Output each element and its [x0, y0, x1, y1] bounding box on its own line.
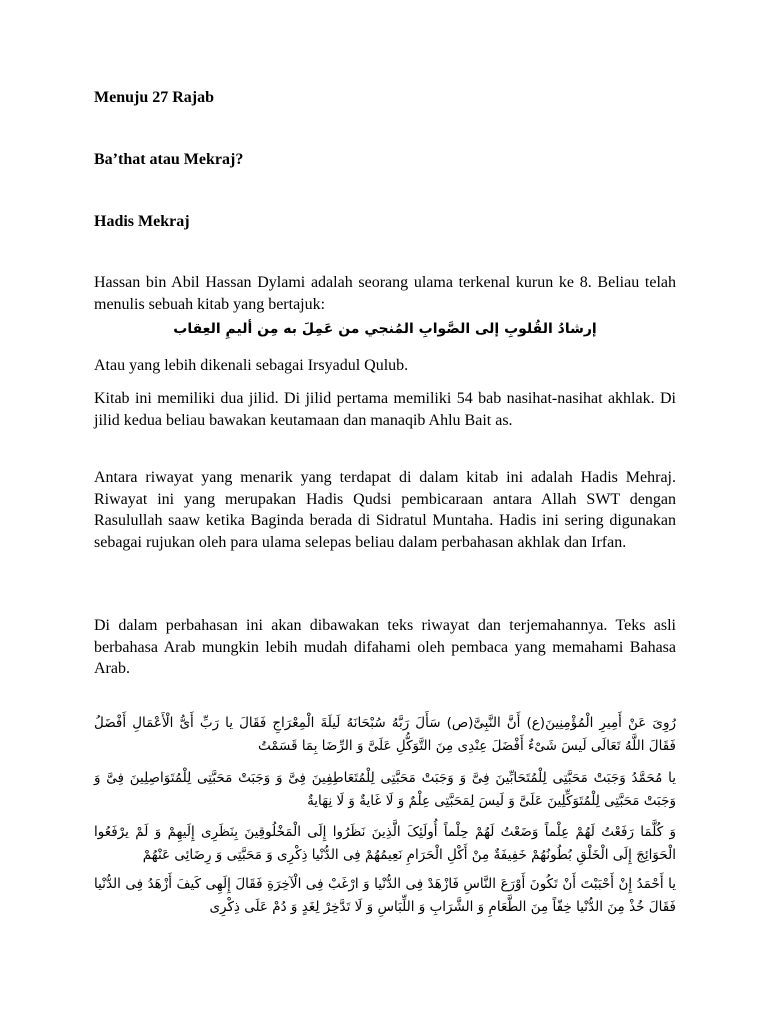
document-page — [94, 0, 676, 1024]
heading-question: Ba’that atau Mekraj? — [94, 151, 244, 168]
heading-date: Menuju 27 Rajab — [94, 89, 215, 106]
paragraph-book-alias: Atau yang lebih dikenali sebagai Irsyadul Qulub. — [94, 357, 409, 374]
paragraph-book-volumes: Kitab ini memiliki dua jilid. Di jilid pertama memiliki 54 bab nasihat-nasihat akhlak. Di jilid kedua beliau bawakan keutamaan dan manaqib Ahlu Bait as. — [94, 390, 676, 429]
arabic-book-title: إرشادُ القُلوبِ إلى الصَّوابِ المُنجي من عَمِلَ به مِن أليمِ العِقاب — [173, 321, 597, 337]
arabic-passage-3: وَ کُلَّمَا رَفَعْتُ لَهُمْ عِلْماً وَضَعْتُ لَهُمْ حِلْماً أُولَئِکَ الَّذِینَ نَظَرُوا إِلَى الْمَخْلُوقِینَ بِنَظَرِی إِلَیهِمْ وَ لَمْ یرْفَعُوا الْحَوَائِجَ إِلَى الْخَلْقِ بُطُونُهُمْ خَفِیفَةٌ مِنْ أَکْلِ الْحَرَامِ نَعِیمُهُمْ فِی الدُّنْیا ذِکْرِی وَ مَحَبَّتِی وَ رِضَائِی عَنْهُمْ — [94, 824, 676, 863]
paragraph-author-intro: Hassan bin Abil Hassan Dylami adalah seorang ulama terkenal kurun ke 8. Beliau telah menulis sebuah kitab yang bertajuk: — [94, 274, 676, 313]
arabic-passage-2: یا مُحَمَّدُ وَجَبَتْ مَحَبَّتِی لِلْمُتَحَابِّینَ فِیَّ وَ وَجَبَتْ مَحَبَّتِی لِلْمُتَعَاطِفِینَ فِیَّ وَ وَجَبَتْ مَحَبَّتِی لِلْمُتَوَاصِلِینَ فِیَّ وَ وَجَبَتْ مَحَبَّتِی لِلْمُتَوَکِّلِینَ عَلَیَّ وَ لَیسَ لِمَحَبَّتِی عِلْمٌ وَ لَا غَایةٌ وَ لَا نِهَایةٌ — [94, 770, 676, 809]
paragraph-translation-note: Di dalam perbahasan ini akan dibawakan teks riwayat dan terjemahannya. Teks asli berbahasa Arab mungkin lebih mudah difahami oleh pembaca yang memahami Bahasa Arab. — [94, 617, 676, 677]
paragraph-hadis-description: Antara riwayat yang menarik yang terdapat di dalam kitab ini adalah Hadis Mehraj. Riwayat ini yang merupakan Hadis Qudsi pembicaraan antara Allah SWT dengan Rasulullah saaw ketika Baginda berada di Sidratul Muntaha. Hadis ini sering digunakan sebagai rujukan oleh para ulama selepas beliau dalam perbahasan akhlak dan Irfan. — [94, 469, 676, 551]
heading-hadis-mekraj: Hadis Mekraj — [94, 213, 190, 230]
arabic-passage-1: رُوِیَ عَنْ أَمِیرِ الْمُؤْمِنِینَ(ع) أَنَّ النَّبِیَّ(ص) سَأَلَ رَبَّهُ سُبْحَانَهُ لَیلَةَ الْمِعْرَاجِ فَقَالَ یا رَبِّ أَیُّ الْأَعْمَالِ أَفْضَلُ فَقَالَ اللَّهُ تَعَالَى لَیسَ شَیْءٌ أَفْضَلَ عِنْدِی مِنَ التَّوَکُّلِ عَلَیَّ وَ الرِّضَا بِمَا قَسَمْتُ — [94, 715, 676, 754]
arabic-passage-4: یا أَحْمَدُ إِنْ أَحْبَبْتَ أَنْ تَکُونَ أَوْرَعَ النَّاسِ فَازْهَدْ فِی الدُّنْیا وَ ارْغَبْ فِی الْآخِرَةِ فَقَالَ إِلَهِی کَیفَ أَزْهَدُ فِی الدُّنْیا فَقَالَ خُذْ مِنَ الدُّنْیا خِفّاً مِنَ الطَّعَامِ وَ الشَّرَابِ وَ اللِّبَاسِ وَ لَا تَدَّخِرْ لِغَدٍ وَ دُمْ عَلَى ذِکْرِی — [94, 876, 676, 915]
